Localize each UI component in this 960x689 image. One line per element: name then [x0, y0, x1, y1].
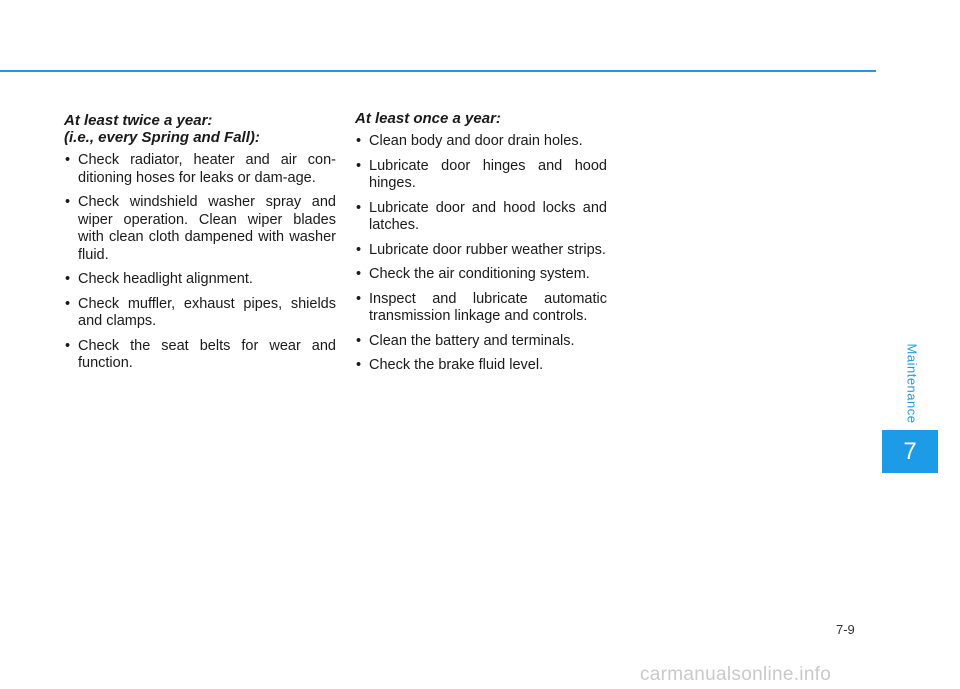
list-item: • Clean the battery and terminals.: [355, 333, 607, 351]
twice-a-year-checklist: [64, 152, 336, 373]
chapter-tab: [882, 430, 938, 473]
list-item: • Check the seat belts for wear and function.: [64, 338, 336, 373]
once-a-year-heading: At least once a year:: [355, 110, 501, 127]
section-label: [900, 340, 924, 426]
top-divider-line: [0, 70, 876, 72]
twice-a-year-heading-line1: At least twice a year:: [64, 112, 213, 129]
list-item: • Clean body and door drain holes.: [355, 133, 607, 151]
section-label-text: Maintenance: [904, 343, 920, 423]
list-item: • Check the air conditioning system.: [355, 266, 607, 284]
once-a-year-section: [355, 110, 607, 382]
list-item: • Check radiator, heater and air con-ditioning hoses for leaks or dam-age.: [64, 152, 336, 187]
once-a-year-checklist: [355, 133, 607, 375]
page-number: 7-9: [836, 622, 855, 637]
twice-a-year-heading-line2: (i.e., every Spring and Fall):: [64, 129, 260, 146]
list-item: • Check the brake fluid level.: [355, 357, 607, 375]
list-item: • Check windshield washer spray and wiper operation. Clean wiper blades with clean cloth dampened with washer fluid.: [64, 194, 336, 264]
list-item: • Inspect and lubricate automatic transmission linkage and controls.: [355, 291, 607, 326]
list-item: • Lubricate door rubber weather strips.: [355, 242, 607, 260]
list-item: • Lubricate door and hood locks and latches.: [355, 200, 607, 235]
watermark: carmanualsonline.info: [640, 664, 832, 685]
twice-a-year-section: [64, 112, 336, 380]
chapter-number: 7: [903, 437, 917, 465]
list-item: • Check muffler, exhaust pipes, shields and clamps.: [64, 296, 336, 331]
twice-a-year-heading: [64, 112, 336, 146]
list-item: • Lubricate door hinges and hood hinges.: [355, 158, 607, 193]
list-item: • Check headlight alignment.: [64, 271, 336, 289]
